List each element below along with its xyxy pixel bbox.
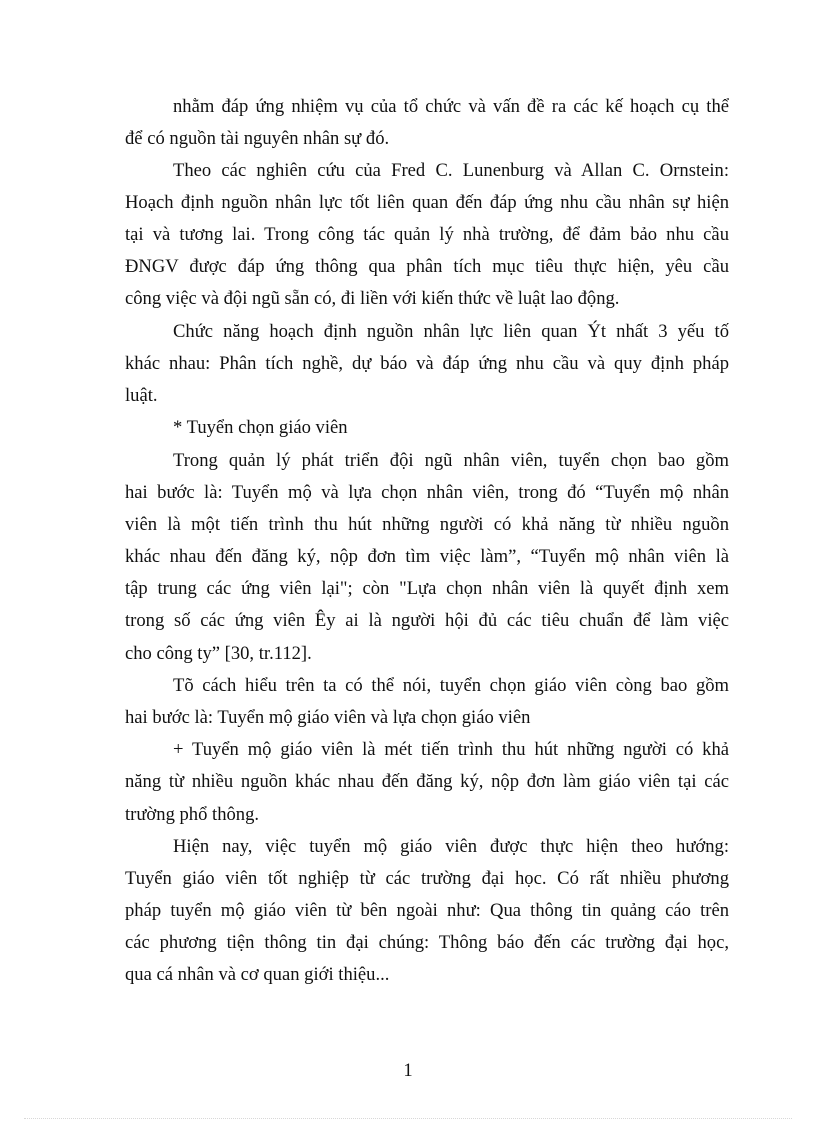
text-line: trong số các ứng viên Êy ai là người hội đủ các tiêu chuẩn để làm việc [125,610,729,631]
text-line: khác nhau đến đăng ký, nộp đơn tìm việc làm”, “Tuyển mộ nhân viên là [125,546,729,567]
text-line: năng từ nhiều nguồn khác nhau đến đăng ký, nộp đơn làm giáo viên tại các [125,771,729,792]
text-line: nhằm đáp ứng nhiệm vụ của tổ chức và vấn đề ra các kế hoạch cụ thể [173,96,729,117]
text-line: Chức năng hoạch định nguồn nhân lực liên quan Ýt nhất 3 yếu tố [173,321,729,342]
text-line: cho công ty” [30, tr.112]. [125,643,312,664]
text-line: Trong quản lý phát triển đội ngũ nhân viên, tuyển chọn bao gồm [173,450,729,471]
page-divider [24,1118,792,1119]
text-line: Hoạch định nguồn nhân lực tốt liên quan đến đáp ứng nhu cầu nhân sự hiện [125,192,729,213]
text-line: luật. [125,385,158,406]
text-line: để có nguồn tài nguyên nhân sự đó. [125,128,390,149]
page-number: 1 [403,1060,413,1081]
text-line: pháp tuyển mộ giáo viên từ bên ngoài như: Qua thông tin quảng cáo trên [125,900,729,921]
text-line: viên là một tiến trình thu hút những người có khả năng từ nhiều nguồn [125,514,729,535]
section-heading: * Tuyển chọn giáo viên [173,417,348,438]
text-line: khác nhau: Phân tích nghề, dự báo và đáp ứng nhu cầu và quy định pháp [125,353,729,374]
text-line: Hiện nay, việc tuyển mộ giáo viên được thực hiện theo hướng: [173,836,729,857]
text-line: các phương tiện thông tin đại chúng: Thông báo đến các trường đại học, [125,932,729,953]
text-line: tập trung các ứng viên lại"; còn "Lựa chọn nhân viên là quyết định xem [125,578,729,599]
text-line: tại và tương lai. Trong công tác quản lý nhà trường, để đảm bảo nhu cầu [125,224,729,245]
text-line: Tõ cách hiểu trên ta có thể nói, tuyển chọn giáo viên còng bao gồm [173,675,729,696]
text-line: công việc và đội ngũ sẵn có, đi liền với kiến thức về luật lao động. [125,288,620,309]
text-line: Theo các nghiên cứu của Fred C. Lunenburg và Allan C. Ornstein: [173,160,729,181]
text-line: Tuyển giáo viên tốt nghiệp từ các trường đại học. Có rất nhiều phương [125,868,729,889]
text-line: hai bước là: Tuyển mộ và lựa chọn nhân viên, trong đó “Tuyển mộ nhân [125,482,729,503]
text-line: trường phổ thông. [125,804,260,825]
text-line: qua cá nhân và cơ quan giới thiệu... [125,964,390,985]
text-line: ĐNGV được đáp ứng thông qua phân tích mục tiêu thực hiện, yêu cầu [125,256,729,277]
text-line: + Tuyển mộ giáo viên là mét tiến trình thu hút những người có khả [173,739,729,760]
text-line: hai bước là: Tuyển mộ giáo viên và lựa chọn giáo viên [125,707,531,728]
